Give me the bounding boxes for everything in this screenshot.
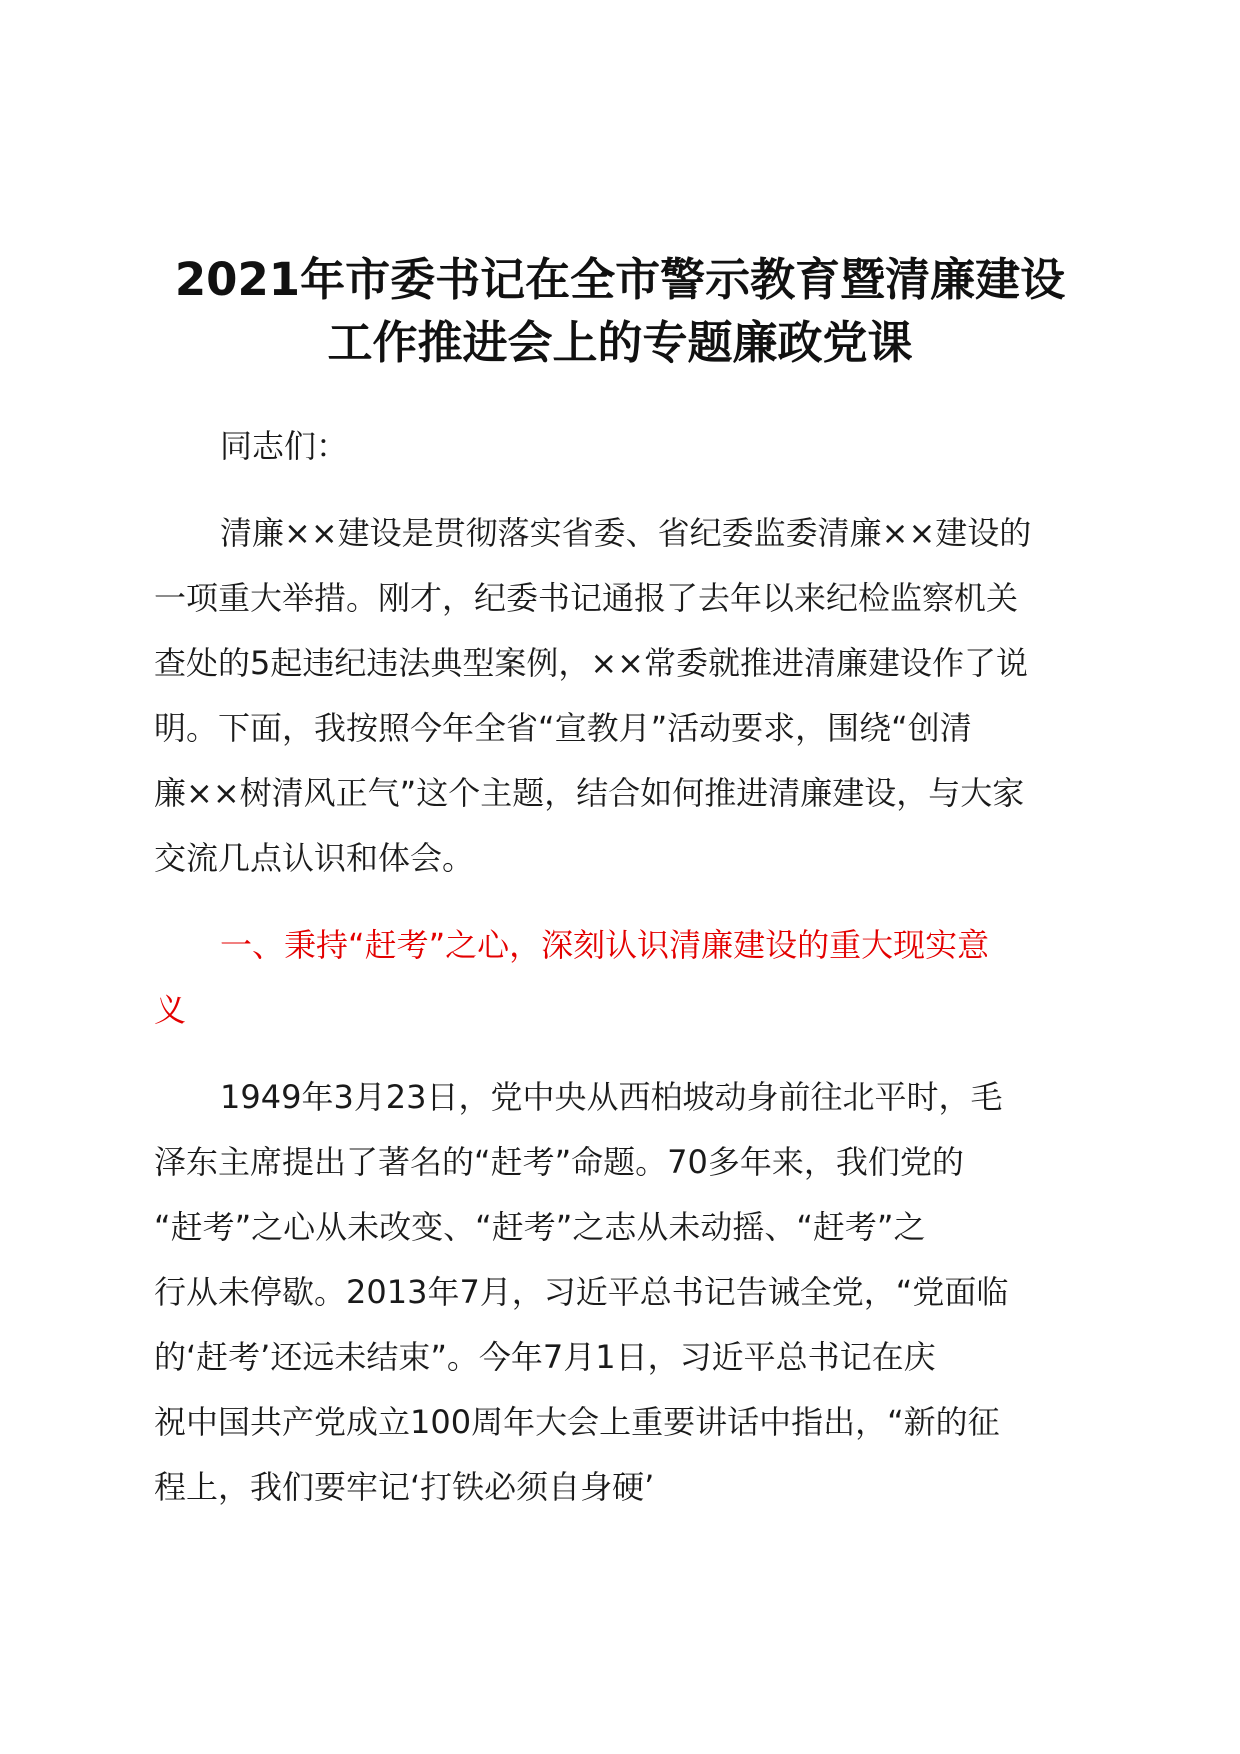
document-title bbox=[130, 248, 1110, 374]
heading-line: 一、秉持“赶考”之心，深刻认识清廉建设的重大现实意 bbox=[220, 926, 990, 964]
paragraph-section-1 bbox=[154, 1065, 1090, 1520]
paragraph-line: 明。下面，我按照今年全省“宣教月”活动要求，围绕“创清 bbox=[154, 709, 972, 747]
document-body bbox=[154, 414, 1090, 1542]
paragraph-line: 廉××树清风正气”这个主题，结合如何推进清廉建设，与大家 bbox=[154, 774, 1025, 812]
paragraph-line: 交流几点认识和体会。 bbox=[154, 839, 475, 877]
paragraph-line: 一项重大举措。刚才，纪委书记通报了去年以来纪检监察机关 bbox=[154, 579, 1019, 617]
section-heading-1 bbox=[154, 913, 1090, 1043]
heading-line: 义 bbox=[154, 991, 187, 1029]
paragraph-line: 程上，我们要牢记‘打铁必须自身硬’ bbox=[154, 1468, 655, 1506]
salutation: 同志们： bbox=[220, 427, 349, 465]
paragraph-intro bbox=[154, 501, 1090, 891]
title-line-2: 工作推进会上的专题廉政党课 bbox=[327, 316, 913, 369]
paragraph-line: 祝中国共产党成立100周年大会上重要讲话中指出，“新的征 bbox=[154, 1403, 1000, 1441]
paragraph-line: 清廉××建设是贯彻落实省委、省纪委监委清廉××建设的 bbox=[220, 514, 1032, 552]
paragraph-line: “赶考”之心从未改变、“赶考”之志从未动摇、“赶考”之 bbox=[154, 1208, 926, 1246]
paragraph-line: 泽东主席提出了著名的“赶考”命题。70多年来，我们党的 bbox=[154, 1143, 964, 1181]
paragraph-line: 行从未停歇。2013年7月，习近平总书记告诫全党，“党面临 bbox=[154, 1273, 1009, 1311]
title-line-1: 2021年市委书记在全市警示教育暨清廉建设 bbox=[174, 253, 1066, 306]
paragraph-line: 1949年3月23日，党中央从西柏坡动身前往北平时，毛 bbox=[220, 1078, 1003, 1116]
paragraph-line: 的‘赶考’还远未结束”。今年7月1日，习近平总书记在庆 bbox=[154, 1338, 936, 1376]
paragraph-line: 查处的5起违纪违法典型案例，××常委就推进清廉建设作了说 bbox=[154, 644, 1028, 682]
